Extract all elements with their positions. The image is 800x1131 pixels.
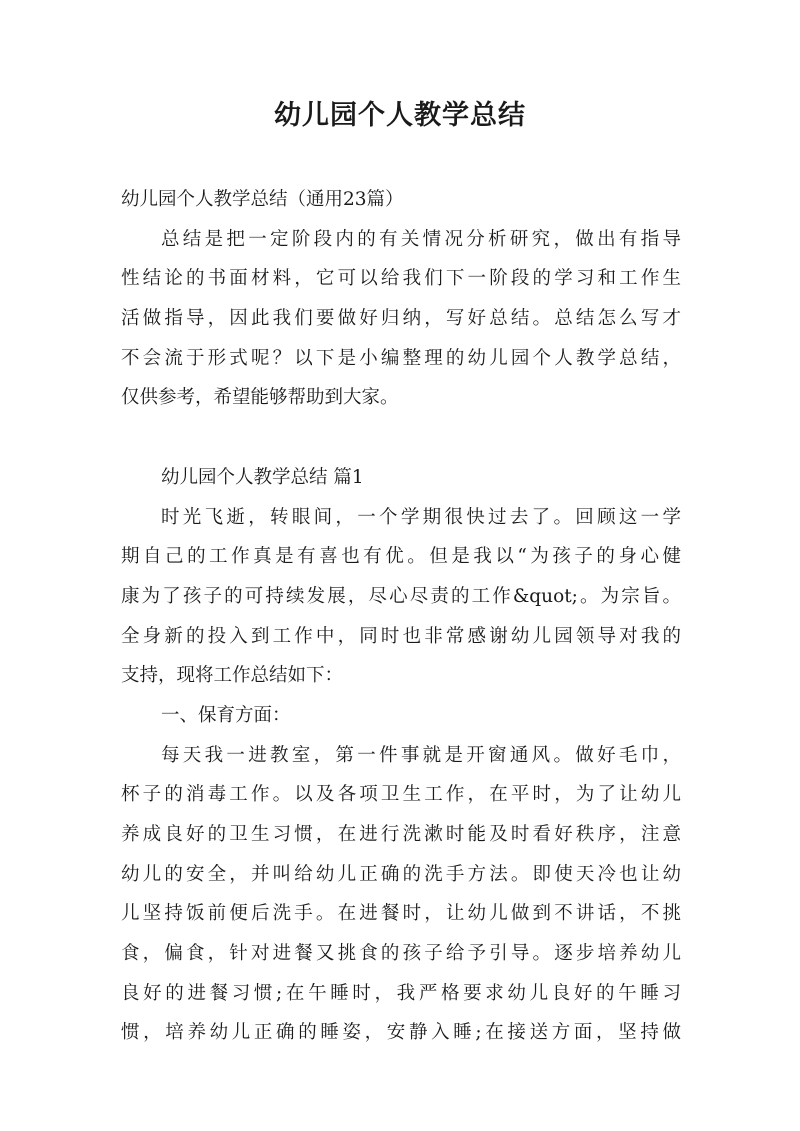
subheading: 一、保育方面： bbox=[161, 704, 291, 726]
intro-line: 性结论的书面材料，它可以给我们下一阶段的学习和工作生 bbox=[121, 268, 681, 290]
paragraph-line: 惯，培养幼儿正确的睡姿，安静入睡;在接送方面，坚持做 bbox=[121, 1022, 681, 1044]
paragraph-gap bbox=[121, 418, 681, 458]
paragraph-line: 良好的进餐习惯;在午睡时，我严格要求幼儿良好的午睡习 bbox=[121, 982, 681, 1004]
section-heading: 幼儿园个人教学总结 篇1 bbox=[161, 466, 364, 488]
intro-line: 不会流于形式呢？以下是小编整理的幼儿园个人教学总结， bbox=[121, 347, 681, 369]
paragraph-line: 杯子的消毒工作。以及各项卫生工作，在平时，为了让幼儿 bbox=[121, 784, 681, 806]
paragraph-line: 全身新的投入到工作中，同时也非常感谢幼儿园领导对我的 bbox=[121, 625, 681, 647]
paragraph-line: 食，偏食，针对进餐又挑食的孩子给予引导。逐步培养幼儿 bbox=[121, 943, 681, 965]
intro-line: 总结是把一定阶段内的有关情况分析研究，做出有指导 bbox=[161, 228, 681, 250]
paragraph-line: 康为了孩子的可持续发展，尽心尽责的工作&quot;。为宗旨。 bbox=[121, 585, 681, 607]
paragraph-line: 儿坚持饭前便后洗手。在进餐时，让幼儿做到不讲话，不挑 bbox=[121, 903, 681, 925]
paragraph-line: 支持，现将工作总结如下： bbox=[121, 665, 344, 687]
intro-line: 仅供参考，希望能够帮助到大家。 bbox=[121, 387, 399, 409]
document-body bbox=[121, 180, 681, 1053]
paragraph-line: 时光飞逝，转眼间，一个学期很快过去了。回顾这一学 bbox=[161, 506, 681, 528]
paragraph-line: 期自己的工作真是有喜也有优。但是我以“为孩子的身心健 bbox=[121, 546, 681, 568]
paragraph-line: 养成良好的卫生习惯，在进行洗漱时能及时看好秩序，注意 bbox=[121, 824, 681, 845]
document-title: 幼儿园个人教学总结 bbox=[274, 100, 526, 131]
paragraph-line: 每天我一进教室，第一件事就是开窗通风。做好毛巾， bbox=[161, 744, 681, 766]
document-subtitle: 幼儿园个人教学总结（通用23篇） bbox=[121, 189, 404, 210]
intro-line: 活做指导，因此我们要做好归纳，写好总结。总结怎么写才 bbox=[121, 308, 681, 330]
paragraph-line: 幼儿的安全，并叫给幼儿正确的洗手方法。即使天冷也让幼 bbox=[121, 863, 681, 885]
